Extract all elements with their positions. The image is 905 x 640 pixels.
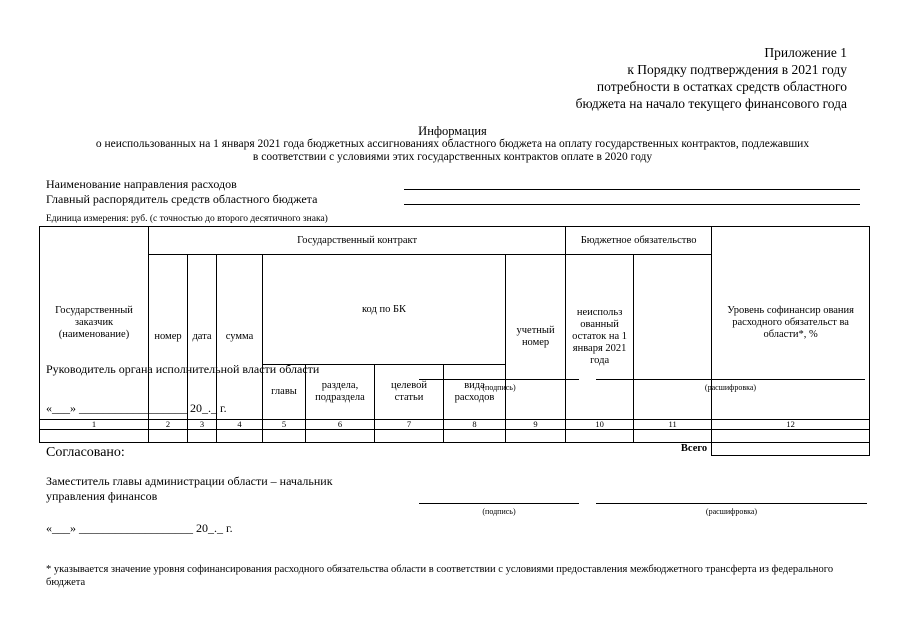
header-level: Уровень софинансир ования расходного обязательст ва области*, % [712,227,870,420]
header-date: дата [188,255,217,420]
table-cell[interactable] [712,430,870,443]
header-bk-code: код по БК [263,255,506,365]
appendix-header [576,44,847,112]
unit-note: Единица измерения: руб. (с точностью до второго десятичного знака) [46,214,328,224]
manager-input-line[interactable] [404,204,860,205]
table-cell[interactable] [188,430,217,443]
table-cell[interactable] [444,430,506,443]
column-number: 5 [263,420,306,430]
contracts-table [39,226,870,456]
signature2-role-line-1: Заместитель главы администрации области – начальник [46,474,333,488]
column-number: 12 [712,420,870,430]
signature2-decode-line[interactable] [596,503,867,504]
signature1-date-line[interactable]: «___» __________________ 20_._ г. [46,401,227,415]
document-title [0,124,905,164]
table-cell[interactable] [306,430,375,443]
direction-input-line[interactable] [404,189,860,190]
header-number: номер [149,255,188,420]
title-line-1: о неиспользованных на 1 января 2021 года бюджетных ассигнованиях областного бюджета на оплату государственных контрактов, подлежавших [95,138,810,150]
table-cell[interactable] [375,430,444,443]
signature1-sign-caption: (подпись) [482,383,516,392]
footnote: * указывается значение уровня софинансирования расходного обязательства области в соответствии с условиями предоставления межбюджетного трансферта из федерального бюджета [46,564,834,588]
column-number: 6 [306,420,375,430]
title-line-2: в соответствии с условиями этих государственных контрактов оплате в 2020 году [252,151,653,163]
column-number: 4 [217,420,263,430]
signature2-role [46,474,333,504]
title-heading: Информация [418,124,487,138]
total-value-cell[interactable] [712,443,870,456]
header-sum: сумма [217,255,263,420]
header-chapter: главы [263,365,306,420]
column-number: 10 [566,420,634,430]
column-number-row [40,420,870,430]
header-contract: Государственный контракт [149,227,566,255]
total-spacer [40,443,634,456]
appendix-line-3: потребности в остатках средств областного [596,79,847,94]
header-section: раздела, подраздела [306,365,375,420]
header-remainder: неиспольз ованный остаток на 1 января 2021 года [566,255,634,420]
header-obligation: Бюджетное обязательство [566,227,712,255]
header-row-1 [40,227,870,255]
signature2-date-line[interactable]: «___» ___________________ 20_._ г. [46,521,233,535]
signature1-decode-line[interactable] [596,379,865,380]
table-cell[interactable] [566,430,634,443]
column-number: 9 [506,420,566,430]
appendix-line-2: к Порядку подтверждения в 2021 году [627,62,847,77]
header-account: учетный номер [506,255,566,420]
signature2-sign-line[interactable] [419,503,579,504]
total-label: Всего [680,443,708,454]
table-cell[interactable] [263,430,306,443]
table-cell[interactable] [40,430,149,443]
appendix-line-1: Приложение 1 [764,45,847,60]
appendix-line-4: бюджета на начало текущего финансового года [575,96,847,111]
table-cell[interactable] [506,430,566,443]
direction-label: Наименование направления расходов [46,177,237,191]
signature1-sign-line[interactable] [419,379,579,380]
header-type: вида расходов [444,365,506,420]
table-cell[interactable] [149,430,188,443]
column-number: 3 [188,420,217,430]
column-number: 1 [40,420,149,430]
header-customer: Государственный заказчик (наименование) [40,227,149,420]
total-row [40,443,870,456]
column-number: 2 [149,420,188,430]
column-number: 11 [634,420,712,430]
column-number: 7 [375,420,444,430]
signature2-decode-caption: (расшифровка) [705,507,758,516]
signature2-sign-caption: (подпись) [482,507,516,516]
table-cell[interactable] [217,430,263,443]
signature2-role-line-2: управления финансов [46,489,158,503]
manager-label: Главный распорядитель средств областного бюджета [46,192,318,206]
column-number: 8 [444,420,506,430]
header-target: целевой статьи [375,365,444,420]
agreed-heading: Согласовано: [46,445,125,460]
signature1-role: Руководитель органа исполнительной власти области [46,362,320,376]
signature1-decode-caption: (расшифровка) [704,383,757,392]
table-cell[interactable] [634,430,712,443]
table-row [40,430,870,443]
